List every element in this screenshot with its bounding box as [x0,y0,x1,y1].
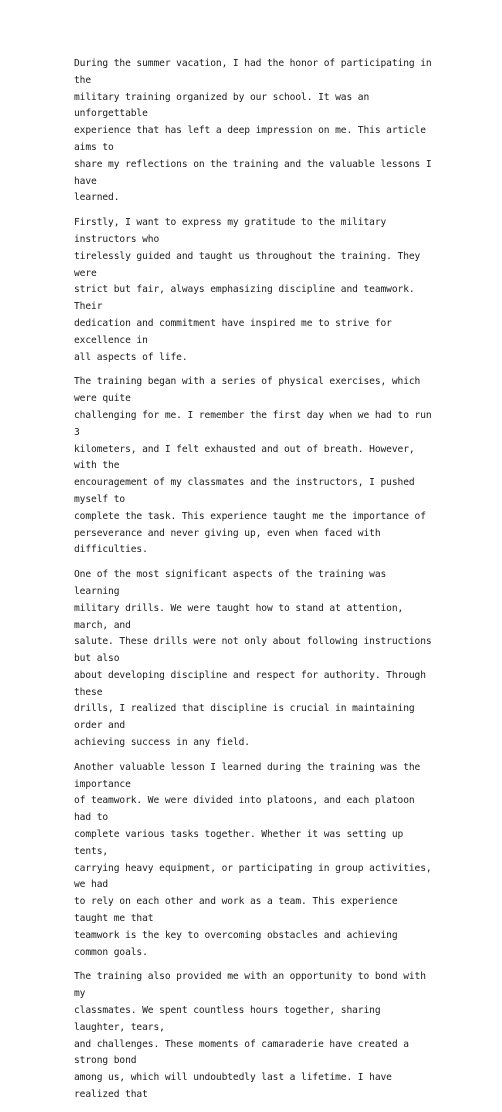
document-body [74,56,436,1112]
paragraph-summer-vacation: During the summer vacation, I had the honor of participating in the military training organized by our school. It was an unforgettable experience that has left a deep impression on me. This article aims to share my reflections on the training and the valuable lessons I have learned. [74,58,432,204]
paragraph-teamwork: Another valuable lesson I learned during the training was the importance of teamwork. We were divided into platoons, and each platoon had to complete various tasks together. Whether it was setting up tents, carrying heavy equipment, or participating in group activities, we had to rely on each other and work as a team. This experience taught me that teamwork is the key to overcoming obstacles and achieving common goals. [74,761,432,958]
paragraph-bonding: The training also provided me with an opportunity to bond with my classmates. We spent countless hours together, sharing laughter, tears, and challenges. These moments of camaraderie have created a strong bond among us, which will undoubtedly last a lifetime. I have realized that [74,971,426,1101]
paragraph-physical-exercises: The training began with a series of physical exercises, which were quite challenging for me. I remember the first day when we had to run 3 kilometers, and I felt exhausted and out of breath. However, with the encouragement of my classmates and the instructors, I pushed myself to complete the task. This experience taught me the importance of perseverance and never giving up, even when faced with difficulties. [74,376,432,556]
paragraph-gratitude: Firstly, I want to express my gratitude to the military instructors who tirelessly guided and taught us throughout the training. They were strict but fair, always emphasizing discipline and teamwork. Their dedication and commitment have inspired me to strive for excellence in all aspects of life. [74,217,421,363]
paragraph-military-drills: One of the most significant aspects of the training was learning military drills. We were taught how to stand at attention, march, and salute. These drills were not only about following instructions but also about developing discipline and respect for authority. Through these drills, I realized that discipline is crucial in maintaining order and achieving success in any field. [74,569,432,749]
